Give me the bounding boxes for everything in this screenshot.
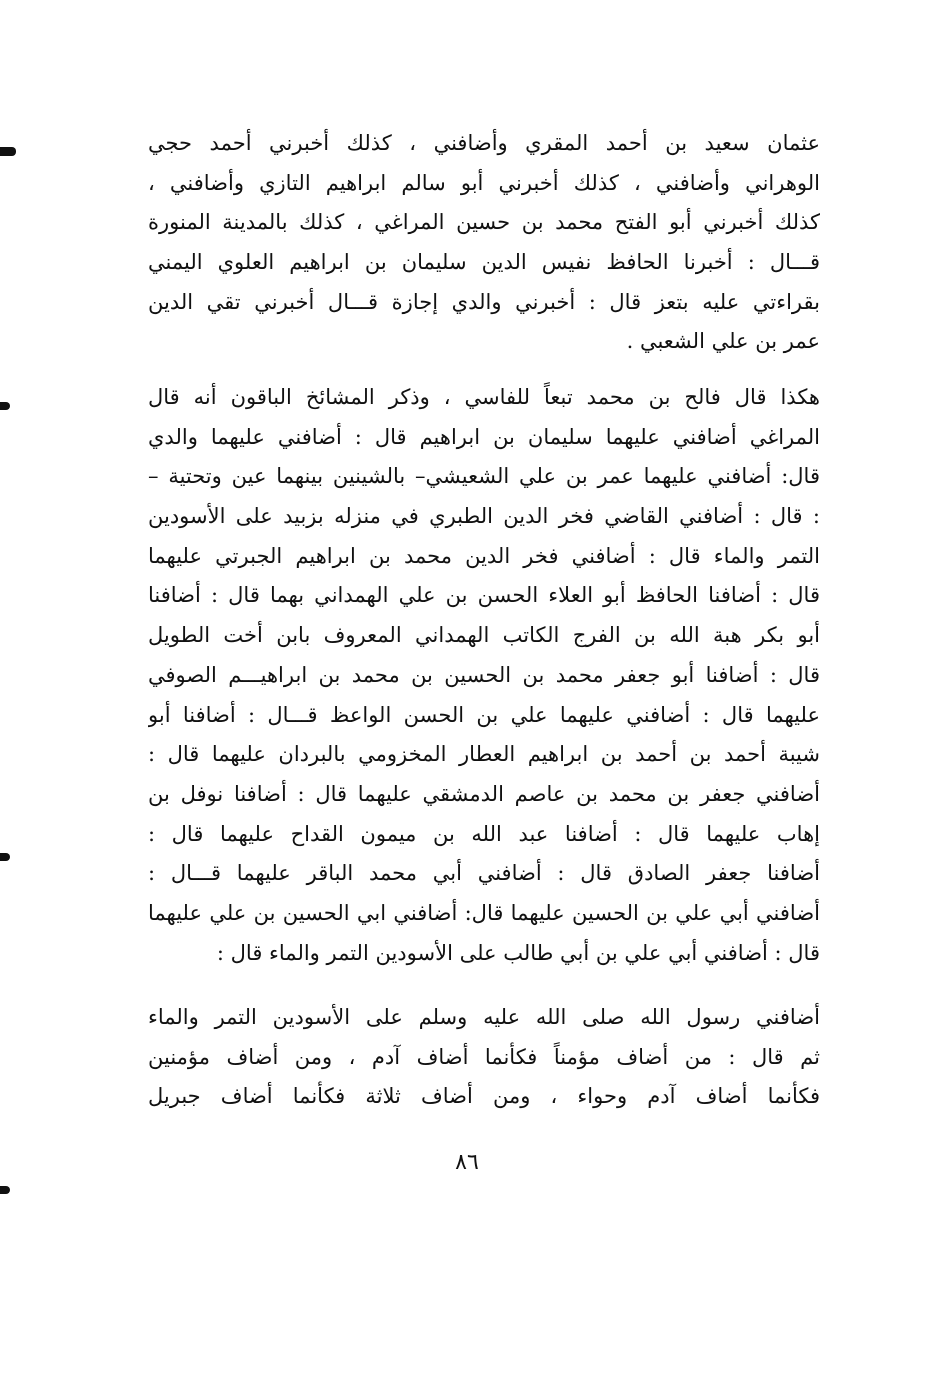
text-line: بقراءتي عليه بتعز قال : أخبرني والدي إجازة قـــال أخبرني تقي الدين [148, 289, 820, 314]
text-line: قال : أضافني أبي علي بن أبي طالب على الأسودين التمر والماء قال : [216, 940, 820, 965]
paragraph [148, 124, 820, 362]
text-line: أبو بكر هبة الله بن الفرج الكاتب الهمداني المعروف بابن أخت الطويل [148, 623, 820, 648]
text-line: عثمان سعيد بن أحمد المقري وأضافني ، كذلك أخبرني أحمد حجي [148, 131, 820, 155]
text-line: شيبة أحمد بن أحمد بن ابراهيم العطار المخزومي بالبردان عليهما قال : [148, 742, 820, 767]
text-line: عمر بن علي الشعبي . [626, 329, 820, 354]
text-line: الوهراني وأضافني ، كذلك أخبرني أبو سالم ابراهيم التازي وأضافني ، [148, 170, 820, 195]
edge-mark [0, 147, 16, 156]
edge-mark [0, 853, 10, 861]
text-line: : قال : أضافني القاضي فخر الدين الطبري في منزله بزبيد على الأسودين [148, 504, 820, 529]
text-line: فكأنما أضاف آدم وحواء ، ومن أضاف ثلاثة فكأنما أضاف جبريل [148, 1084, 820, 1109]
text-line: أضافنا جعفر الصادق قال : أضافني أبي محمد الباقر عليهما قـــال : [148, 861, 820, 886]
text-line: أضافني رسول الله صلى الله عليه وسلم على الأسودين التمر والماء [148, 1005, 820, 1029]
text-line: المراغي أضافني عليهما سليمان بن ابراهيم قال : أضافني عليهما والدي [148, 424, 820, 449]
text-line: قـــال : أخبرنا الحافظ نفيس الدين سليمان بن ابراهيم العلوي اليمني [148, 250, 820, 275]
paragraph [148, 998, 820, 1117]
text-line: قال : أضافنا الحافظ أبو العلاء الحسن بن علي الهمداني بهما قال : أضافنا [148, 583, 820, 608]
text-line: التمر والماء قال : أضافني فخر الدين محمد بن ابراهيم الجبرتي عليهما [148, 543, 820, 568]
text-line: أضافني جعفر بن محمد بن عاصم الدمشقي عليهما قال : أضافنا نوفل بن [148, 781, 820, 806]
text-line: عليهما قال : أضافني عليهما علي بن الحسن الواعظ قـــال : أضافنا أبو [148, 702, 820, 727]
text-line: كذلك أخبرني أبو الفتح محمد بن حسين المراغي ، كذلك بالمدينة المنورة [148, 210, 820, 235]
paragraph [148, 378, 820, 973]
text-line: قال : أضافنا أبو جعفر محمد بن الحسين بن محمد بن ابراهيـــم الصوفي [148, 662, 820, 687]
page-number: ٨٦ [455, 1150, 479, 1175]
text-line: إهاب عليهما قال : أضافنا عبد الله بن ميمون القداح عليهما قال : [148, 821, 820, 846]
edge-mark [0, 1186, 10, 1194]
text-line: هكذا قال فالح بن محمد تبعاً للفاسي ، وذكر المشائخ الباقون أنه قال [148, 385, 820, 409]
text-line: ثم قال : من أضاف مؤمناً فكأنما أضاف آدم ، ومن أضاف مؤمنين [148, 1044, 820, 1069]
text-line: قال: أضافني عليهما عمر بن علي الشعيشي– بالشينين بينهما عين وتحتية – [148, 464, 820, 489]
edge-mark [0, 402, 10, 410]
text-line: أضافني أبي علي بن الحسين عليهما قال: أضافني ابي الحسين بن علي عليهما [148, 900, 820, 925]
